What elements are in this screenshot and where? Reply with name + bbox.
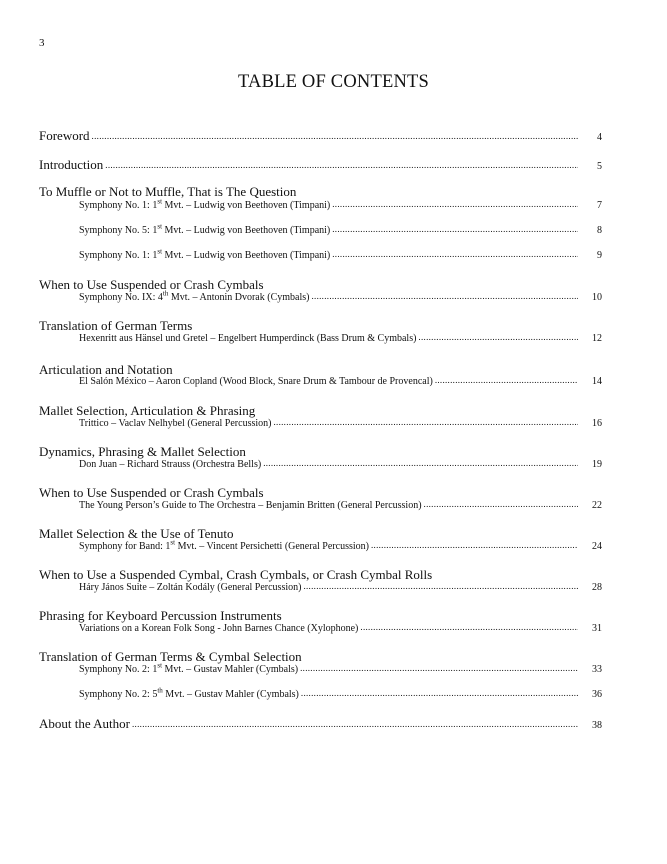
dot-leader — [418, 332, 578, 343]
toc-section-heading: Mallet Selection, Articulation & Phrasing — [39, 403, 256, 418]
toc-entry-title: Symphony No. 2: 5th Mvt. – Gustav Mahler (Cymbals) — [79, 686, 299, 700]
toc-entry[interactable] — [79, 623, 602, 634]
toc-entry-foreword[interactable] — [39, 128, 602, 144]
dot-leader — [332, 224, 578, 235]
toc-page-number: 12 — [592, 333, 602, 344]
toc-entry-title: Symphony No. 1: 1st Mvt. – Ludwig von Beethoven (Timpani) — [79, 197, 331, 211]
toc-page-number: 28 — [592, 582, 602, 593]
toc-entry[interactable] — [79, 197, 602, 211]
toc-entry-title: Foreword — [39, 128, 90, 143]
toc-entry[interactable] — [79, 222, 602, 236]
toc-entry-about-the-author[interactable] — [39, 716, 602, 732]
page-number: 3 — [39, 37, 45, 49]
toc-section-heading: When to Use Suspended or Crash Cymbals — [39, 277, 264, 292]
toc-entry-title: The Young Person’s Guide to The Orchestra – Benjamin Britten (General Percussion) — [79, 500, 422, 511]
toc-entry[interactable] — [79, 582, 602, 593]
toc-page-number: 19 — [592, 459, 602, 470]
dot-leader — [424, 499, 578, 510]
toc-page-number: 38 — [592, 720, 602, 731]
toc-entry[interactable] — [79, 333, 602, 344]
toc-section-heading: Phrasing for Keyboard Percussion Instruments — [39, 608, 282, 623]
toc-section-heading: Translation of German Terms & Cymbal Selection — [39, 649, 302, 664]
toc-entry[interactable] — [79, 289, 602, 303]
toc-section-heading: Dynamics, Phrasing & Mallet Selection — [39, 444, 246, 459]
toc-section-heading: When to Use Suspended or Crash Cymbals — [39, 485, 264, 500]
toc-entry[interactable] — [79, 661, 602, 675]
toc-section-heading: When to Use a Suspended Cymbal, Crash Cymbals, or Crash Cymbal Rolls — [39, 567, 433, 582]
toc-page-number: 36 — [592, 689, 602, 700]
toc-entry-title: Hexenritt aus Hänsel und Gretel – Engelbert Humperdinck (Bass Drum & Cymbals) — [79, 333, 417, 344]
toc-section-heading: Articulation and Notation — [39, 362, 173, 377]
toc-entry[interactable] — [79, 247, 602, 261]
toc-entry[interactable] — [79, 376, 602, 387]
dot-leader — [435, 375, 578, 386]
toc-page-number: 4 — [597, 132, 602, 143]
dot-leader — [132, 715, 578, 731]
toc-entry[interactable] — [79, 418, 602, 429]
toc-entry-title: El Salón México – Aaron Copland (Wood Block, Snare Drum & Tambour de Provencal) — [79, 376, 433, 387]
dot-leader — [301, 688, 578, 699]
toc-entry[interactable] — [79, 459, 602, 470]
toc-entry-title: Don Juan – Richard Strauss (Orchestra Bells) — [79, 459, 262, 470]
toc-page-number: 8 — [597, 225, 602, 236]
toc-entry-title: Trittico – Vaclav Nelhybel (General Percussion) — [79, 418, 272, 429]
dot-leader — [273, 417, 578, 428]
toc-section-heading: Mallet Selection & the Use of Tenuto — [39, 526, 234, 541]
toc-entry-title: Symphony No. 1: 1st Mvt. – Ludwig von Beethoven (Timpani) — [79, 247, 331, 261]
toc-entry[interactable] — [79, 500, 602, 511]
toc-page-number: 14 — [592, 376, 602, 387]
page-title: TABLE OF CONTENTS — [237, 72, 430, 92]
dot-leader — [360, 622, 578, 633]
toc-page-number: 31 — [592, 623, 602, 634]
toc-entry-title: About the Author — [39, 716, 130, 731]
dot-leader — [263, 458, 578, 469]
toc-entry-introduction[interactable] — [39, 157, 602, 173]
toc-page-number: 9 — [597, 250, 602, 261]
toc-section-heading: Translation of German Terms — [39, 318, 193, 333]
toc-page-number: 16 — [592, 418, 602, 429]
toc-page-number: 24 — [592, 541, 602, 552]
dot-leader — [311, 291, 578, 302]
dot-leader — [300, 663, 578, 674]
toc-entry-title: Symphony No. 2: 1st Mvt. – Gustav Mahler (Cymbals) — [79, 661, 299, 675]
toc-entry[interactable] — [79, 686, 602, 700]
dot-leader — [105, 156, 578, 172]
dot-leader — [332, 199, 578, 210]
toc-entry-title: Introduction — [39, 157, 104, 172]
toc-page-number: 5 — [597, 161, 602, 172]
dot-leader — [92, 127, 578, 143]
toc-entry-title: Symphony No. 5: 1st Mvt. – Ludwig von Beethoven (Timpani) — [79, 222, 331, 236]
toc-page-number: 22 — [592, 500, 602, 511]
dot-leader — [303, 581, 578, 592]
toc-page-number: 33 — [592, 664, 602, 675]
toc-entry-title: Háry János Suite – Zoltán Kodály (General Percussion) — [79, 582, 302, 593]
toc-entry-title: Symphony for Band: 1st Mvt. – Vincent Persichetti (General Percussion) — [79, 538, 369, 552]
dot-leader — [371, 540, 578, 551]
dot-leader — [332, 249, 578, 260]
toc-entry[interactable] — [79, 538, 602, 552]
toc-entry-title: Variations on a Korean Folk Song - John Barnes Chance (Xylophone) — [79, 623, 359, 634]
toc-page-number: 7 — [597, 200, 602, 211]
toc-entry-title: Symphony No. IX: 4th Mvt. – Antonin Dvorak (Cymbals) — [79, 289, 310, 303]
toc-page-number: 10 — [592, 292, 602, 303]
toc-section-heading: To Muffle or Not to Muffle, That is The Question — [39, 184, 297, 199]
